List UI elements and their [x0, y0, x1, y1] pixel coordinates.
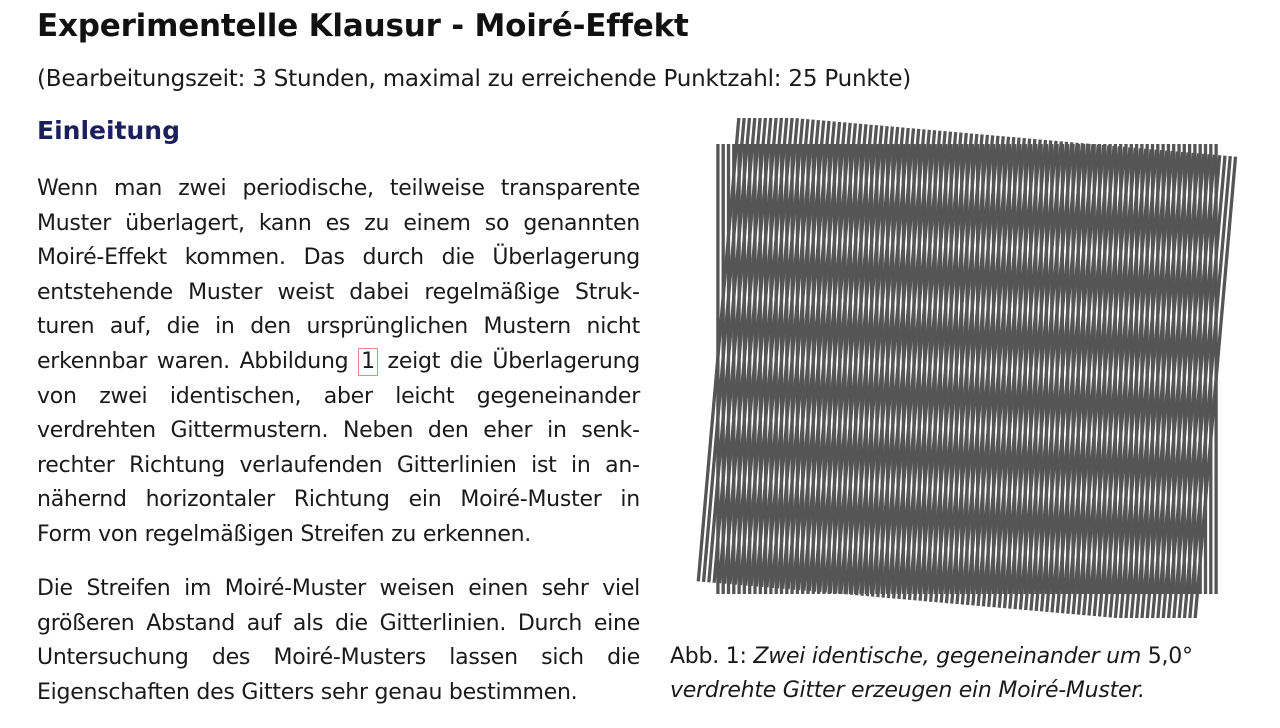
intro-paragraph-1-text-b: zeigt die Überlagerung von zwei identischen, aber leicht gegeneinander verdrehten Gittermustern. Neben den eher in senkrechter Richtung verlaufenden Gitterlinien ist in annähernd horizontaler Richtung ein Moiré-Muster in Form von regelmäßigen Streifen zu erkennen.: [37, 348, 640, 547]
caption-text-part-2: verdrehte Gitter erzeugen ein Moiré-Muster.: [670, 678, 1145, 703]
caption-angle-value: 5,0°: [1147, 644, 1193, 669]
exam-info-subtitle: (Bearbeitungszeit: 3 Stunden, maximal zu erreichende Punktzahl: 25 Punkte): [37, 66, 912, 92]
caption-label: Abb. 1:: [670, 644, 747, 669]
moire-figure: [690, 118, 1245, 618]
figure-reference-link[interactable]: 1: [358, 348, 378, 376]
grating-rotated: [698, 118, 1235, 618]
intro-paragraph-1-text-a: Wenn man zwei periodische, teilweise transparente Muster überlagert, kann es zu einem so genannten Moiré-Effekt kommen. Das durch die Überlagerung entstehende Muster weist dabei regelmäßige Strukturen auf, die in den ursprünglichen Mustern nicht erkennbar waren. Abbildung: [37, 176, 640, 374]
section-heading-einleitung: Einleitung: [37, 116, 180, 145]
caption-text-part-1: Zwei identische, gegeneinander um: [753, 644, 1142, 669]
intro-paragraph-2: Die Streifen im Moiré-Muster weisen einen sehr viel größeren Abstand auf als die Gitterlinien. Durch eine Untersuchung des Moiré-Musters lassen sich die Eigenschaften des Gitters sehr genau bestimmen.: [37, 576, 640, 705]
intro-paragraph-1: [37, 172, 640, 553]
moire-grating-image: [690, 118, 1245, 618]
page-title: Experimentelle Klausur - Moiré-Effekt: [37, 8, 689, 44]
figure-caption: [670, 640, 1250, 708]
